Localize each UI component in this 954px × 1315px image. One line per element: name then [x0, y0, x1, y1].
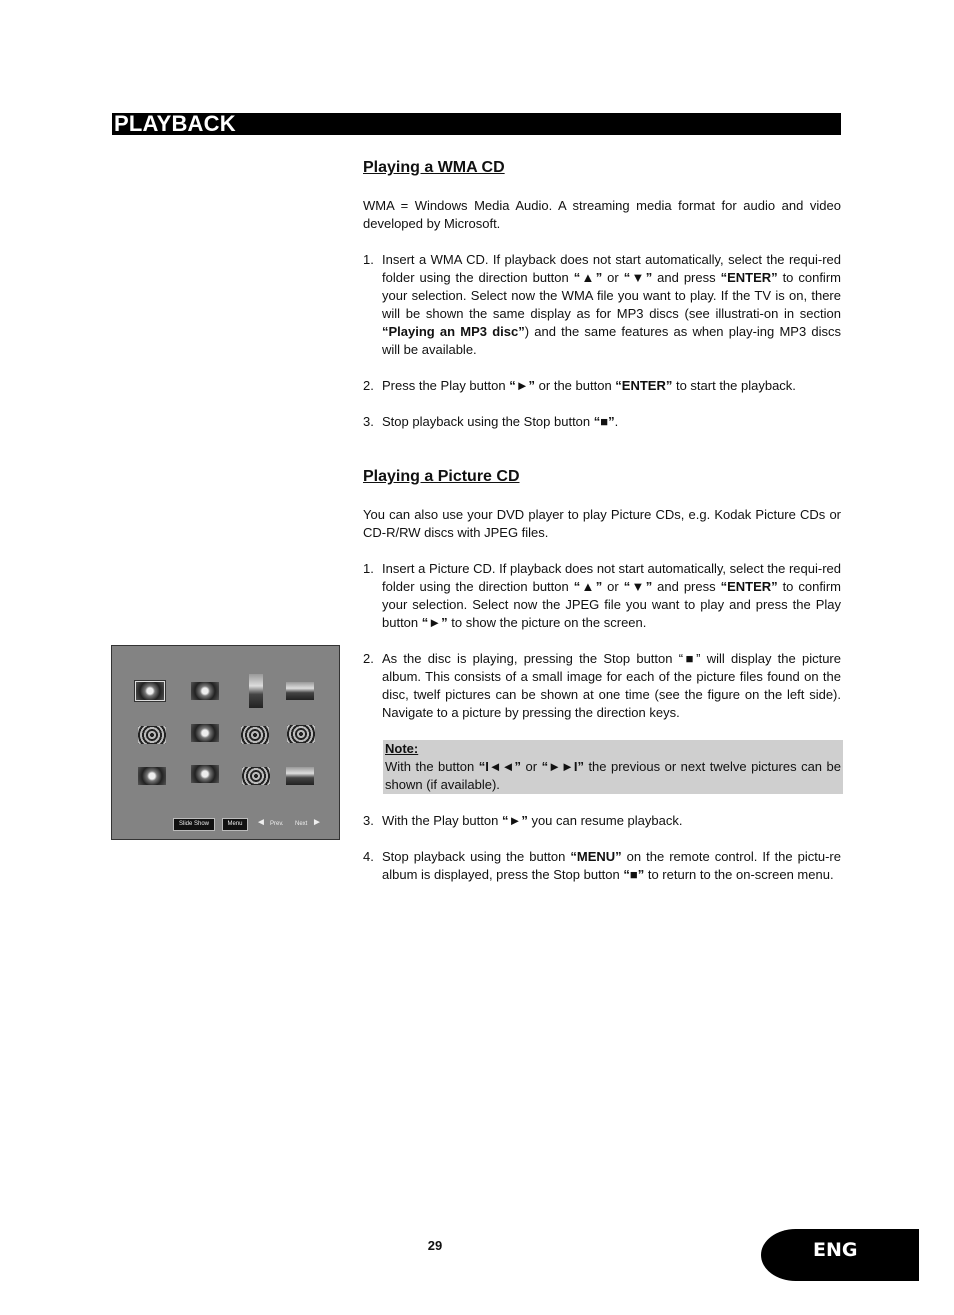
- step-number: 4.: [363, 849, 374, 864]
- step-text: With the Play button “►” you can resume playback.: [382, 813, 683, 828]
- section-title-picture: Playing a Picture CD: [363, 468, 520, 485]
- step-text: Stop playback using the Stop button “■”.: [382, 414, 619, 429]
- prev-label: Prev.: [270, 821, 284, 827]
- album-thumbnail: [138, 767, 166, 785]
- wma-intro: WMA = Windows Media Audio. A streaming media format for audio and video developed by Microsoft.: [363, 198, 841, 231]
- album-thumbnail: [286, 682, 314, 700]
- picture-intro: You can also use your DVD player to play Picture CDs, e.g. Kodak Picture CDs or CD-R/RW discs with JPEG files.: [363, 507, 841, 540]
- section-title-wma: Playing a WMA CD: [363, 159, 505, 176]
- page-number: 29: [427, 1238, 443, 1253]
- album-thumbnail-selected: [136, 682, 164, 700]
- note-text: With the button “I◄◄” or “►►I” the previous or next twelve pictures can be shown (if available).: [385, 759, 841, 792]
- note-box: [383, 740, 843, 794]
- step-text: Insert a Picture CD. If playback does not start automatically, select the requi-red folder using the direction button “▲” or “▼” and press “ENTER” to confirm your selection. Select now the JPEG file you want to play and press the Play button “►” to show the picture on the screen.: [382, 561, 841, 630]
- menu-button[interactable]: Menu: [222, 818, 248, 831]
- main-content: [363, 158, 841, 902]
- picture-step-4: [363, 848, 841, 884]
- step-number: 3.: [363, 414, 374, 429]
- note-title: Note:: [385, 741, 419, 756]
- wma-step-2: [363, 377, 841, 395]
- album-thumbnail: [241, 726, 269, 744]
- album-thumbnail: [286, 767, 314, 785]
- step-text: Stop playback using the button “MENU” on the remote control. If the pictu-re album is displayed, press the Stop button “■” to return to the on-screen menu.: [382, 849, 841, 882]
- picture-step-2: [363, 650, 841, 722]
- page-header-bar: [112, 113, 841, 135]
- picture-album-figure: [111, 645, 340, 840]
- step-number: 2.: [363, 651, 374, 666]
- step-text: As the disc is playing, pressing the Stop button “■” will display the picture album. This consists of a small image for each of the picture files found on the disc, twelf pictures can be shown at one time (see the figure on the left side). Navigate to a picture by pressing the direction keys.: [382, 651, 841, 720]
- album-thumbnail: [191, 765, 219, 783]
- picture-step-1: [363, 560, 841, 632]
- next-label: Next: [295, 821, 308, 827]
- album-thumbnail: [287, 725, 315, 743]
- step-number: 2.: [363, 378, 374, 393]
- page-title: PLAYBACK: [114, 111, 236, 136]
- wma-step-1: [363, 251, 841, 359]
- album-thumbnail: [191, 682, 219, 700]
- wma-step-3: [363, 413, 841, 431]
- step-number: 1.: [363, 252, 374, 267]
- prev-arrow-icon[interactable]: ◄: [256, 817, 266, 828]
- album-thumbnail: [242, 767, 270, 785]
- album-thumbnail: [138, 726, 166, 744]
- step-number: 1.: [363, 561, 374, 576]
- album-thumbnail: [249, 674, 263, 708]
- next-arrow-icon[interactable]: ►: [312, 817, 322, 828]
- step-number: 3.: [363, 813, 374, 828]
- picture-step-3: [363, 812, 841, 830]
- step-text: Press the Play button “►” or the button “ENTER” to start the playback.: [382, 378, 796, 393]
- album-thumbnail: [191, 724, 219, 742]
- step-text: Insert a WMA CD. If playback does not start automatically, select the requi-red folder using the direction button “▲” or “▼” and press “ENTER” to confirm your selection. Select now the WMA file you want to play. If the TV is on, there will be shown the same display as for MP3 discs (see illustrati-on in section “Playing an MP3 disc”) and the same features as when play-ing MP3 discs will be available.: [382, 252, 841, 357]
- language-tab: [761, 1229, 919, 1281]
- slide-show-button[interactable]: Slide Show: [173, 818, 215, 831]
- language-label: ENG: [813, 1239, 858, 1261]
